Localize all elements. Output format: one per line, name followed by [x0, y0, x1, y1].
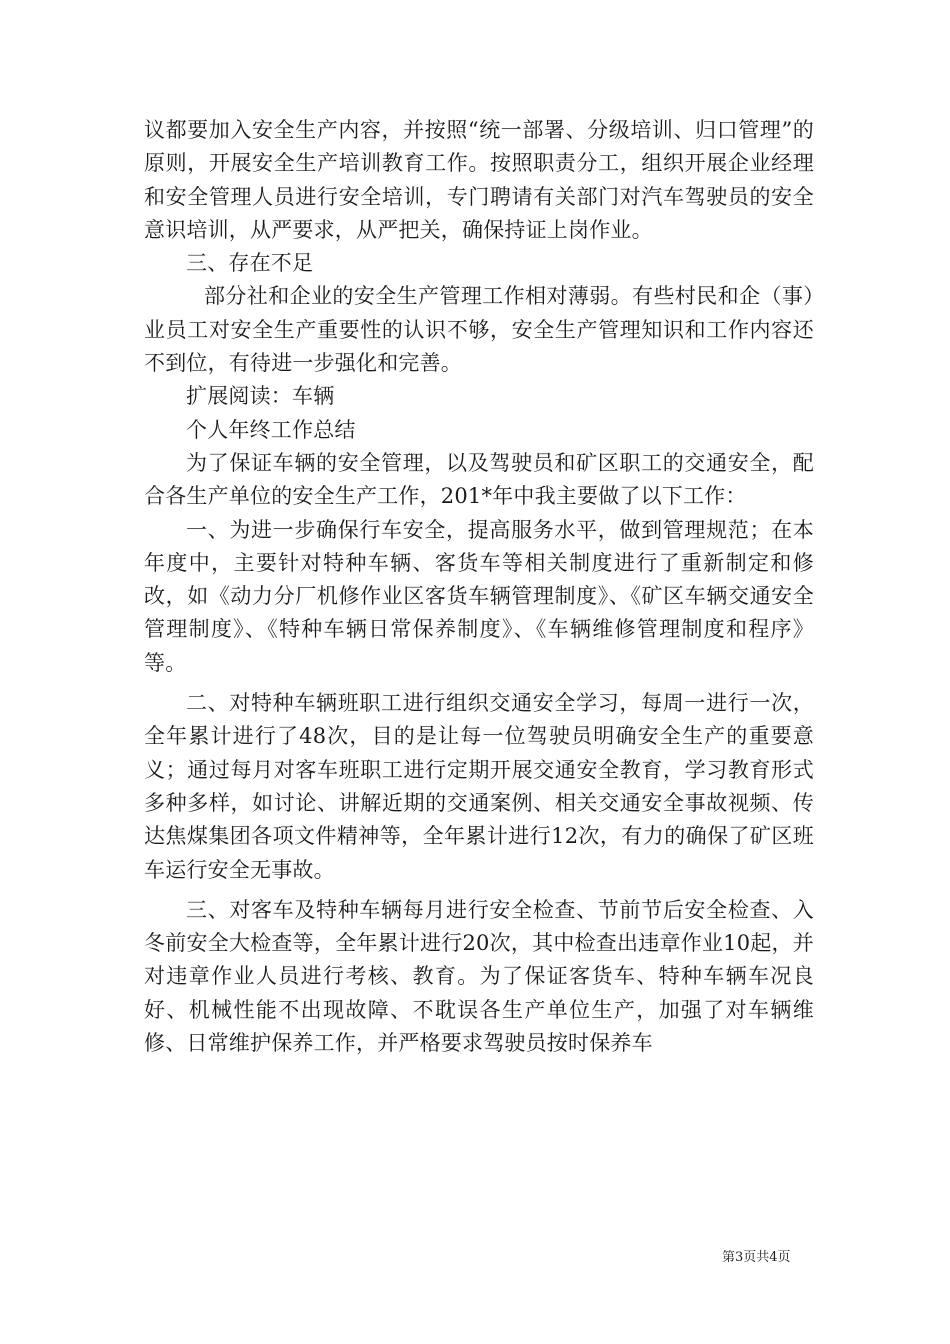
paragraph-item-three: 三、对客车及特种车辆每月进行安全检查、节前节后安全检查、入冬前安全大检查等，全年累计进行20次，其中检查出违章作业10起，并对违章作业人员进行考核、教育。为了保证客货车、特种车辆车况良好、机械性能不出现故障、不耽误各生产单位生产，加强了对车辆维修、日常维护保养工作，并严格要求驾驶员按时保养车 [144, 897, 814, 1056]
paragraph-summary-intro: 为了保证车辆的安全管理，以及驾驶员和矿区职工的交通安全，配合各生产单位的安全生产工作，201*年中我主要做了以下工作： [144, 450, 814, 509]
page-number-footer: 第3页共4页 [722, 1250, 791, 1265]
heading-shortcomings: 三、存在不足 [186, 251, 314, 276]
paragraph-item-two: 二、对特种车辆班职工进行组织交通安全学习，每周一进行一次，全年累计进行了48次，目的是让每一位驾驶员明确安全生产的重要意义；通过每月对客车班职工进行定期开展交通安全教育，学习教育形式多种多样，如讨论、讲解近期的交通案例、相关交通安全事故视频、传达焦煤集团各项文件精神等，全年累计进行12次，有力的确保了矿区班车运行安全无事故。 [144, 691, 814, 882]
extended-reading-label: 扩展阅读：车辆 [186, 384, 335, 409]
paragraph-training-continued: 议都要加入安全生产内容，并按照“统一部署、分级培训、归口管理”的原则，开展安全生产培训教育工作。按照职责分工，组织开展企业经理和安全管理人员进行安全培训，专门聘请有关部门对汽车驾驶员的安全意识培训，从严要求，从严把关，确保持证上岗作业。 [144, 118, 814, 242]
section-title-annual-summary: 个人年终工作总结 [186, 417, 356, 442]
paragraph-item-one: 一、为进一步确保行车安全，提高服务水平，做到管理规范；在本年度中，主要针对特种车辆、客货车等相关制度进行了重新制定和修改，如《动力分厂机修作业区客货车辆管理制度》、《矿区车辆交通安全管理制度》、《特种车辆日常保养制度》、《车辆维修管理制度和程序》等。 [144, 517, 814, 675]
paragraph-shortcomings: 部分社和企业的安全生产管理工作相对薄弱。有些村民和企（事）业员工对安全生产重要性的认识不够，安全生产管理知识和工作内容还不到位，有待进一步强化和完善。 [144, 284, 814, 376]
document-body [144, 114, 814, 1060]
